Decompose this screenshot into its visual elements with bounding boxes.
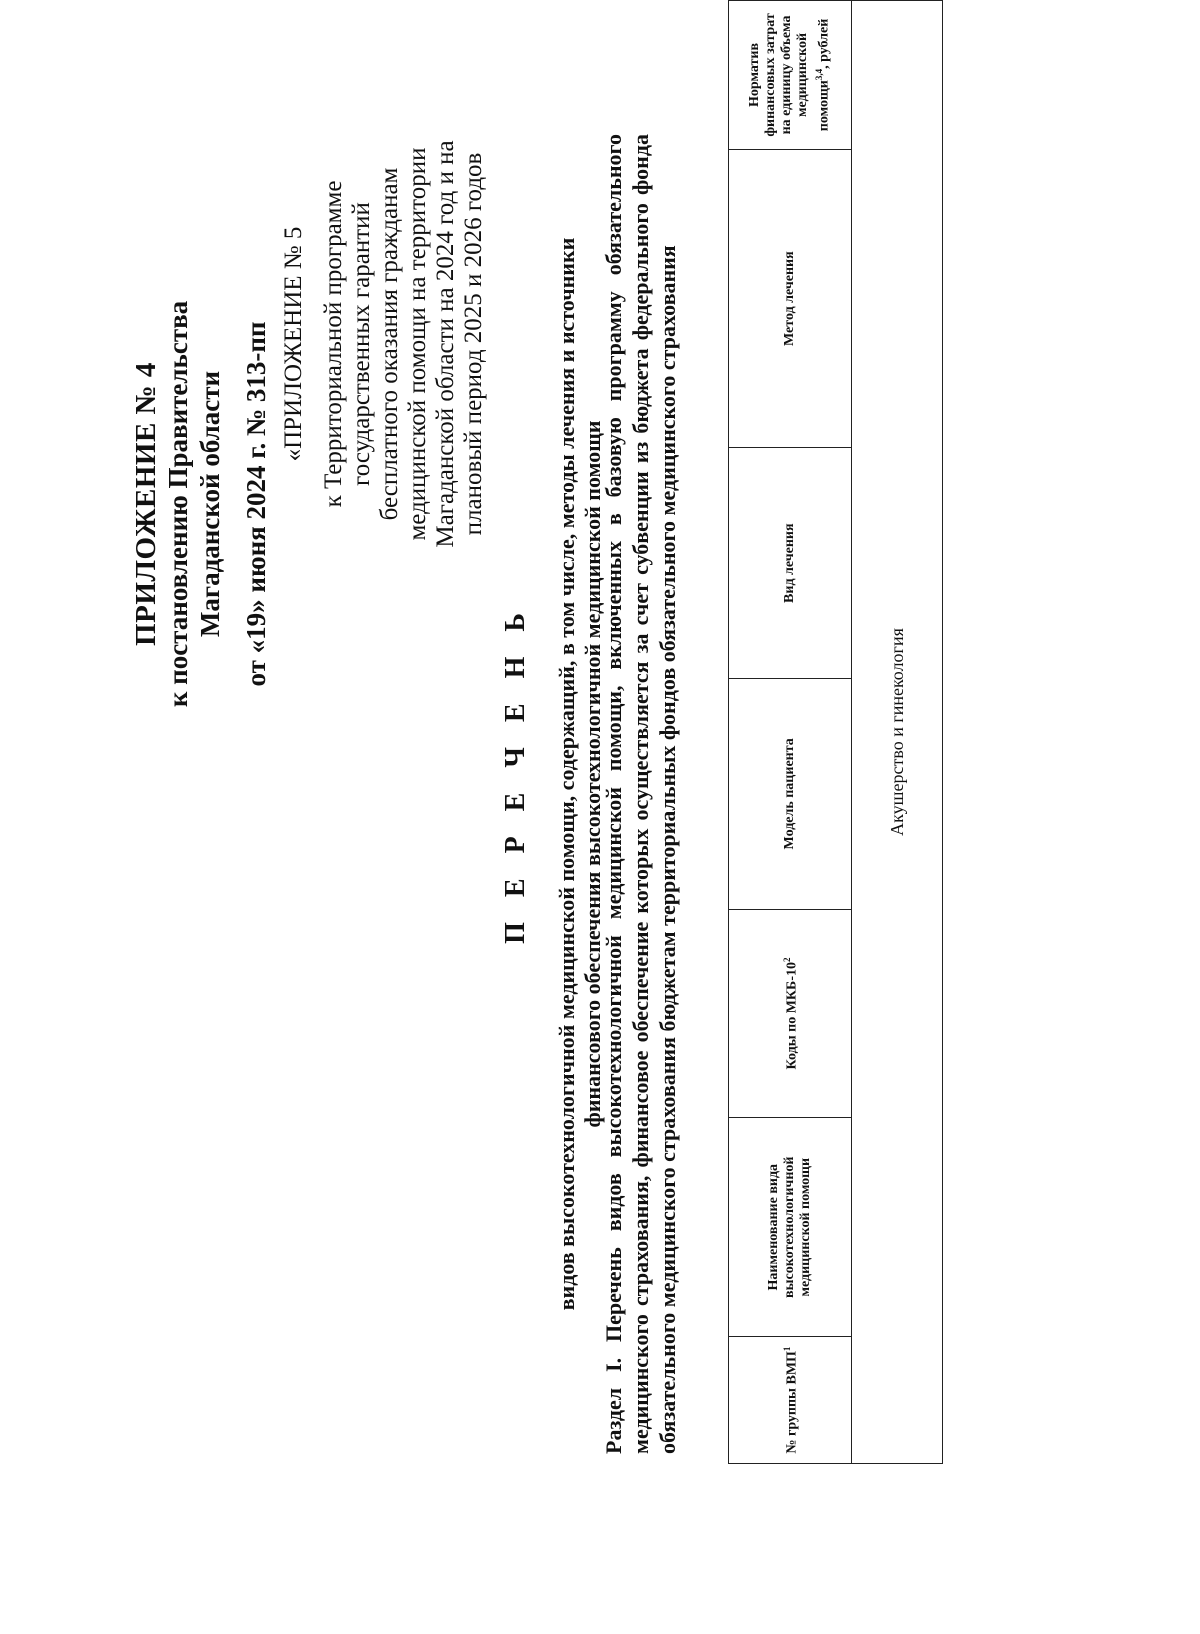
header-group-number: № группы ВМП$^1$ — [729, 1337, 852, 1464]
annex-lines — [320, 64, 488, 624]
title-word: П Е Р Е Ч Е Н Ь — [500, 604, 531, 944]
header-treatment-type: Вид лечения — [729, 448, 852, 679]
title-subtitle-2: финансового обеспечения высокотехнологичной медицинской помощи — [580, 420, 605, 1128]
annex-line: бесплатного оказания гражданам — [376, 167, 403, 521]
header-cost-norm: Норматив финансовых затрат на единицу объема медицинской помощи$^{3,4}$, рублей — [729, 1, 852, 150]
annex-line: медицинской помощи на территории — [404, 147, 431, 541]
annex-title: «ПРИЛОЖЕНИЕ № 5 — [280, 226, 307, 462]
section-row-label: Акушерство и гинекология — [852, 1, 943, 1464]
appendix-line-3: от «19» июня 2024 г. № 313-пп — [241, 321, 271, 687]
annex-header — [280, 64, 488, 624]
appendix-line-1: к постановлению Правительства — [163, 300, 193, 708]
header-codes: Коды по МКБ-$10^2$ — [729, 909, 852, 1118]
appendix-line-2: Магаданской области — [195, 370, 225, 638]
header-patient-model: Модель пациента — [729, 679, 852, 910]
appendix-header — [130, 154, 272, 854]
vmp-table — [728, 0, 943, 1464]
table-header-row — [729, 1, 852, 1464]
header-name: Наименование вида высокотехнологичной медицинской помощи — [729, 1118, 852, 1337]
annex-line: Магаданской области на 2024 год и на — [432, 140, 459, 548]
header-treatment-method: Метод лечения — [729, 149, 852, 447]
appendix-title: ПРИЛОЖЕНИЕ № 4 — [130, 362, 162, 646]
title-subtitle-1: видов высокотехнологичной медицинской помощи, содержащий, в том числе, методы лечения и источники — [554, 237, 579, 1311]
annex-line: к Территориальной программе — [320, 180, 347, 508]
annex-line: государственных гарантий — [348, 202, 375, 486]
annex-line: плановый период 2025 и 2026 годов — [460, 152, 487, 536]
document-title — [500, 14, 606, 1534]
section-heading: Раздел I. Перечень видов высокотехнологичной медицинской помощи, включенных в базовую программу обязательного медицинского страхования, финансовое обеспечение которых осуществляется за счет субвенции из бюджета федерального фонда обязательного медицинского страхования бюджетам территориальных фондов обязательного медицинского страхования — [601, 134, 680, 1454]
table-section-row — [852, 1, 943, 1464]
